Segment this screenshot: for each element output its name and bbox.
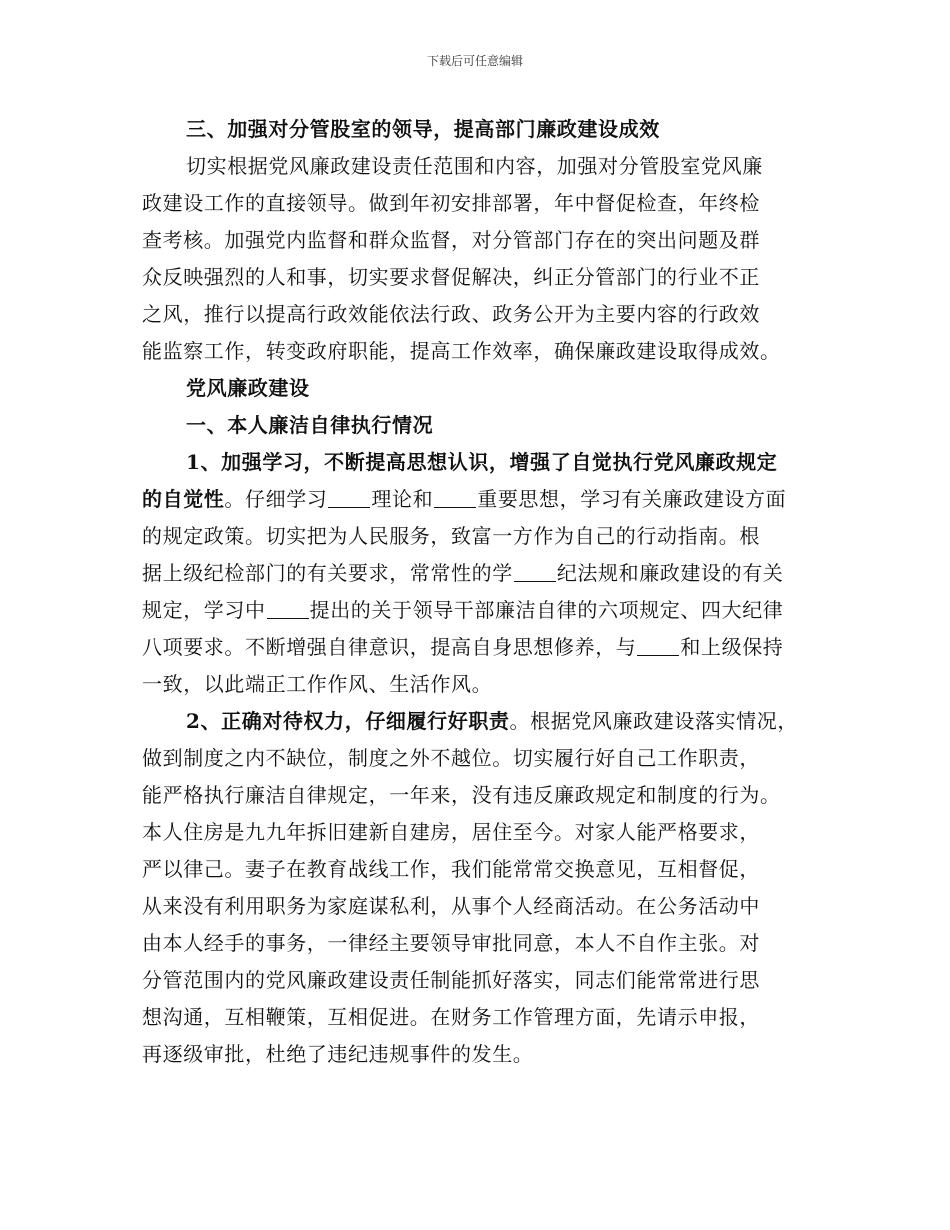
paragraph-line: 的规定政策。切实把为人民服务，致富一方作为自己的行动指南。根: [142, 524, 760, 548]
paragraph-line: 严以律己。妻子在教育战线工作，我们能常常交换意见，互相督促，: [142, 857, 760, 881]
text-run: 据上级纪检部门的有关要求，常常性的学: [142, 561, 513, 585]
paragraph-line: 再逐级审批，杜绝了违纪违规事件的发生。: [142, 1042, 534, 1066]
paragraph-line: 众反映强烈的人和事，切实要求督促解决，纠正分管部门的行业不正: [142, 265, 760, 289]
paragraph-line: 查考核。加强党内监督和群众监督，对分管部门存在的突出问题及群: [142, 228, 760, 252]
page-header: 下载后可任意编辑: [426, 54, 523, 68]
section-heading: 一、本人廉洁自律执行情况: [186, 413, 434, 437]
text-run: 。仔细学习: [224, 487, 328, 511]
item-heading: 1、加强学习，不断提高思想认识，增强了自觉执行党风廉政规定: [186, 450, 778, 474]
paragraph-line: 想沟通，互相鞭策，互相促进。在财务工作管理方面，先请示申报，: [142, 1005, 760, 1029]
paragraph-line: 政建设工作的直接领导。做到年初安排部署，年中督促检查，年终检: [142, 191, 760, 215]
paragraph-line: [142, 592, 816, 629]
text-run: 提出的关于领导干部廉洁自律的六项规定、四大纪律: [309, 598, 784, 622]
fill-blank: [514, 559, 556, 582]
paragraph-line: 一致，以此端正工作作风、生活作风。: [142, 672, 493, 696]
text-run: 。根据党风廉政建设落实情况，: [509, 709, 798, 733]
fill-blank: [637, 633, 679, 656]
paragraph-line: 本人住房是九九年拆旧建新自建房，居住至今。对家人能严格要求，: [142, 820, 760, 844]
text-run: 规定，学习中: [142, 598, 266, 622]
paragraph-line: 之风，推行以提高行政效能依法行政、政务公开为主要内容的行政效: [142, 302, 760, 326]
text-run: 纪法规和廉政建设的有关: [556, 561, 784, 585]
text-run: 重要思想，学习有关廉政建设方面: [477, 487, 787, 511]
doc-title: 党风廉政建设: [186, 376, 310, 400]
fill-blank: [434, 485, 476, 508]
text-run: 理论和: [371, 487, 434, 511]
fill-blank: [267, 596, 309, 619]
paragraph-line: [142, 481, 816, 518]
paragraph-line: [142, 629, 816, 666]
paragraph-line: 能监察工作，转变政府职能，提高工作效率，确保廉政建设取得成效。: [142, 339, 781, 363]
paragraph-line: [142, 555, 816, 592]
text-run: 和上级保持: [680, 635, 784, 659]
item-heading-tail: 的自觉性: [142, 487, 225, 511]
paragraph-line: 做到制度之内不缺位，制度之外不越位。切实履行好自己工作职责，: [142, 746, 760, 770]
paragraph-line: 由本人经手的事务，一律经主要领导审批同意，本人不自作主张。对: [142, 931, 760, 955]
paragraph-line: 切实根据党风廉政建设责任范围和内容，加强对分管股室党风廉: [186, 154, 763, 178]
paragraph-line: 分管范围内的党风廉政建设责任制能抓好落实，同志们能常常进行思: [142, 968, 760, 992]
fill-blank: [328, 485, 370, 508]
text-run: 八项要求。不断增强自律意识，提高自身思想修养，与: [142, 635, 637, 659]
section-heading: 三、加强对分管股室的领导，提高部门廉政建设成效: [186, 117, 660, 141]
paragraph-line: [142, 703, 816, 740]
item-heading: 2、正确对待权力，仔细履行好职责: [186, 709, 510, 733]
paragraph-line: 从来没有利用职务为家庭谋私利，从事个人经商活动。在公务活动中: [142, 894, 760, 918]
paragraph-line: 能严格执行廉洁自律规定，一年来，没有违反廉政规定和制度的行为。: [142, 783, 781, 807]
document-body: [142, 111, 816, 1073]
